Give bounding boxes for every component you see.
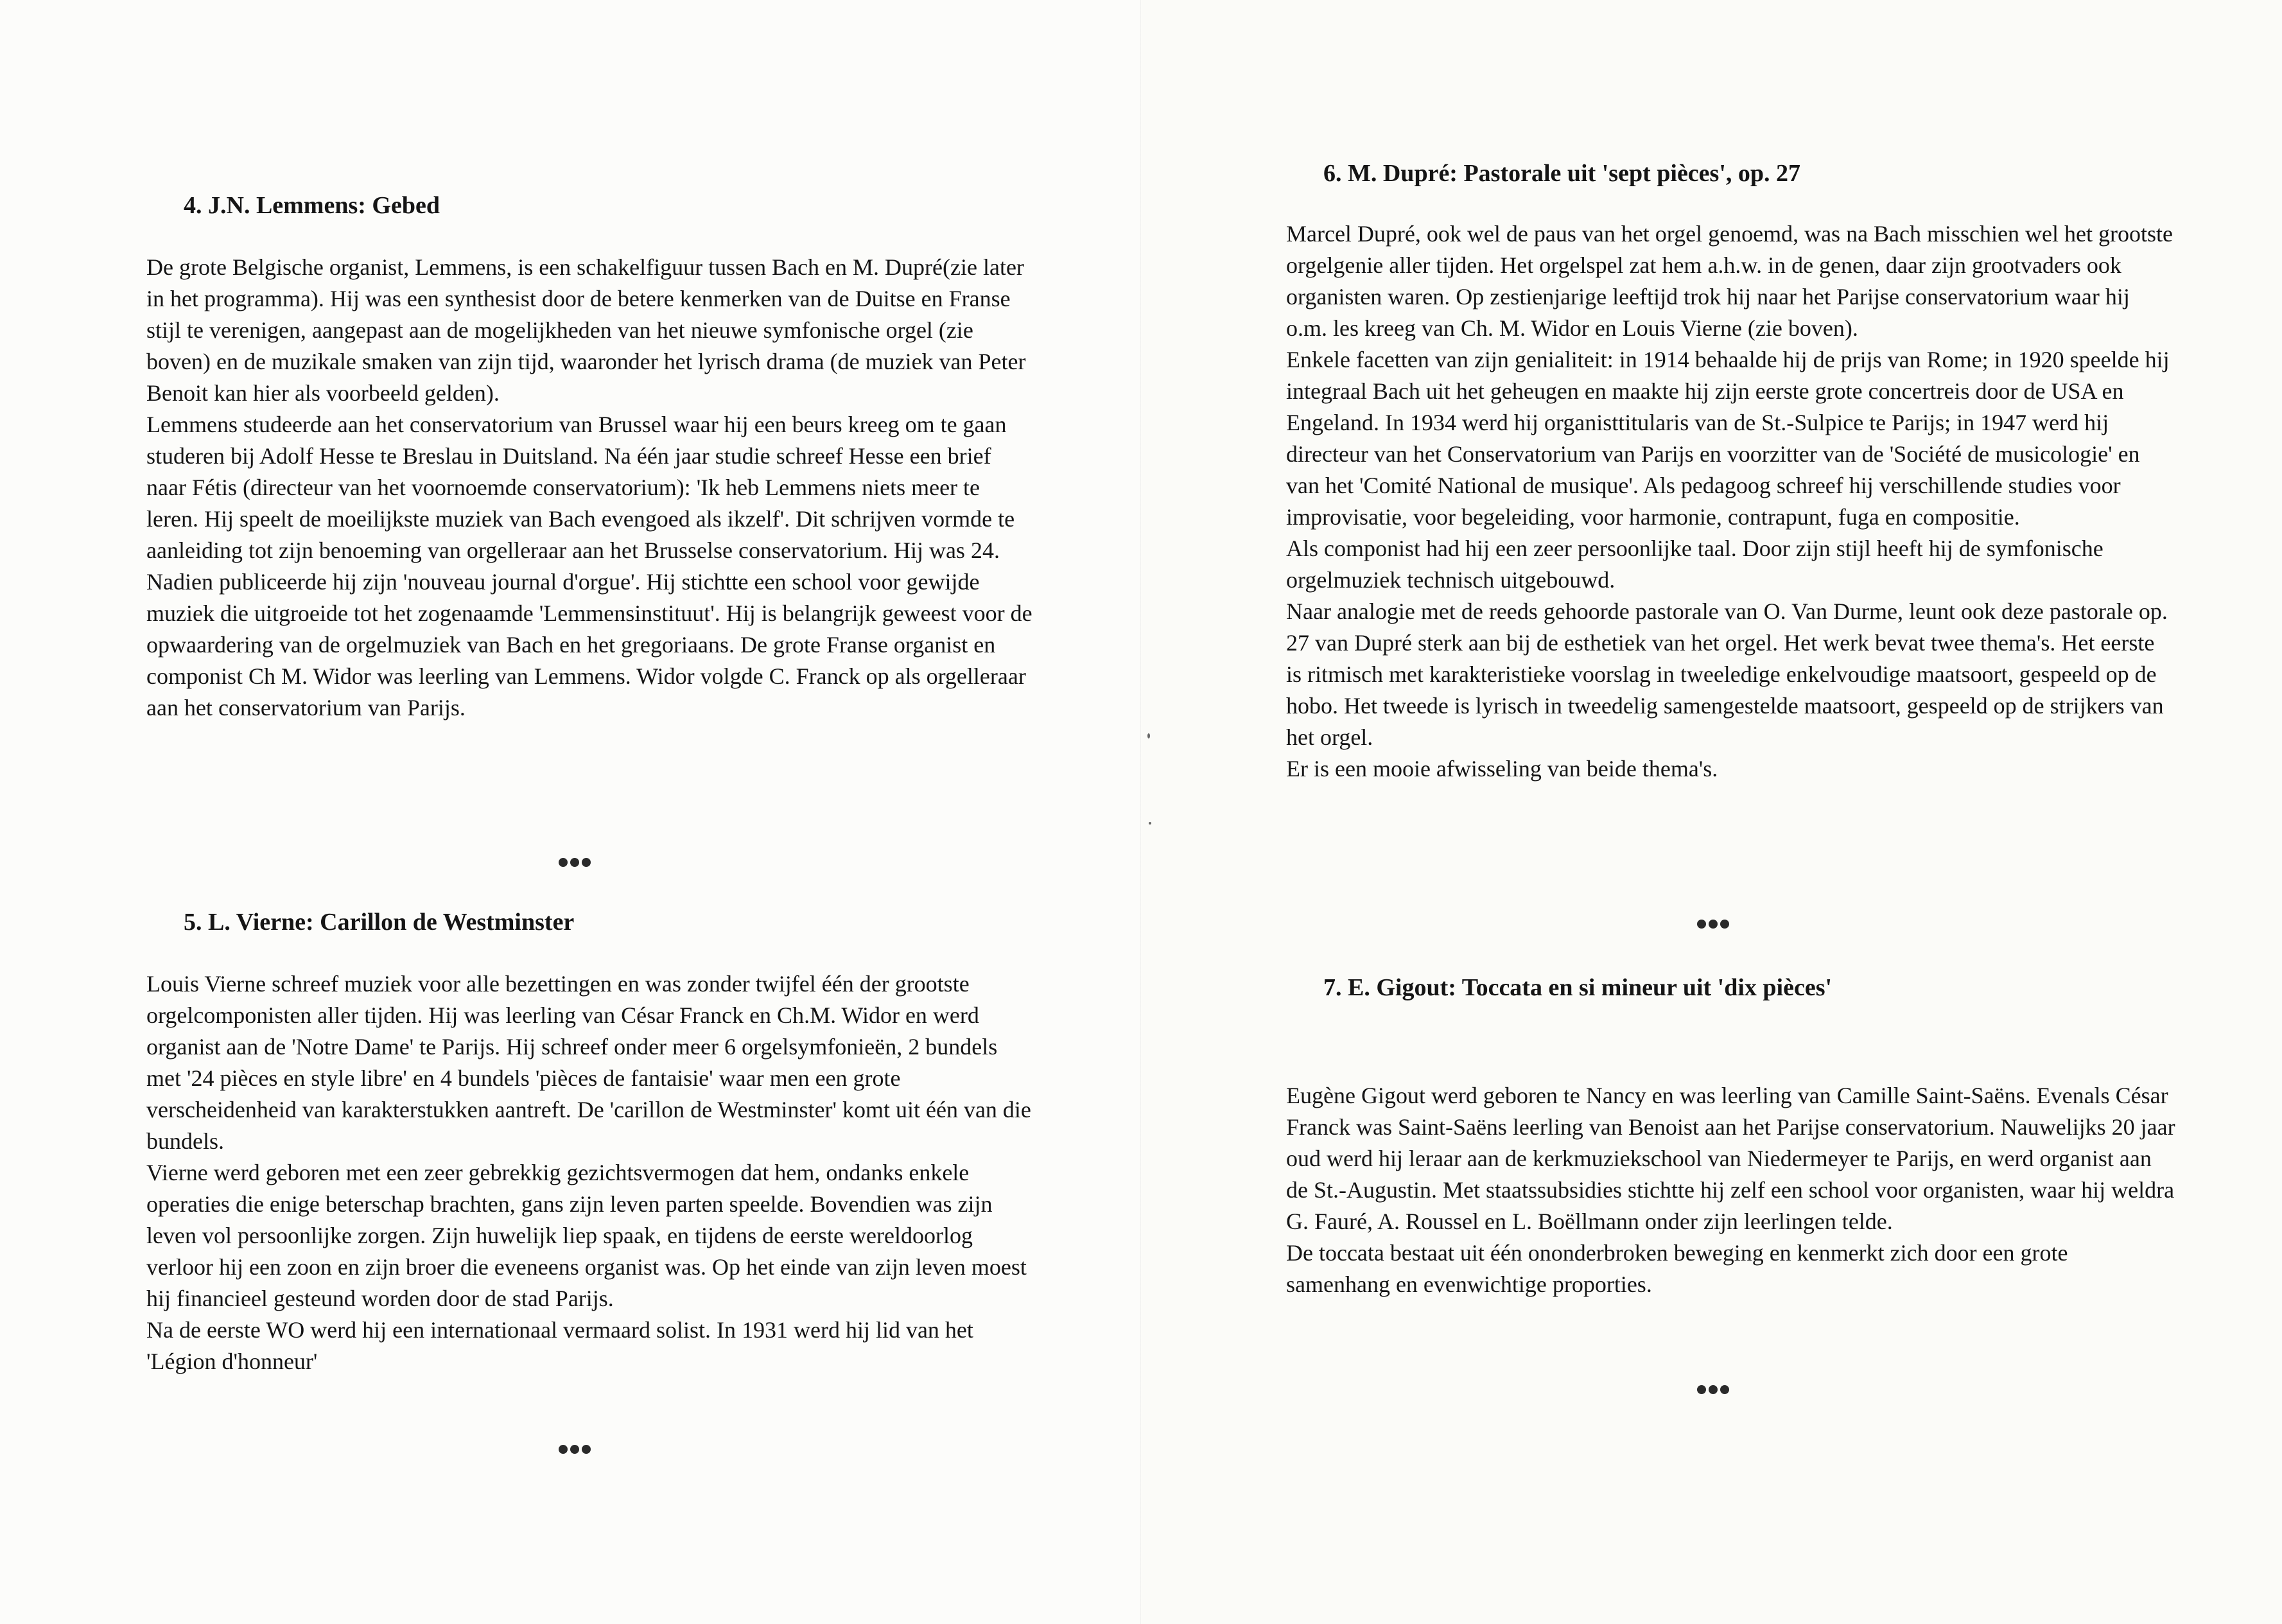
section-7: [1286, 972, 2175, 1300]
section-4: [146, 190, 1032, 724]
section-4-title: 4. J.N. Lemmens: Gebed: [184, 192, 440, 219]
section-6-paragraph-1: Marcel Dupré, ook wel de paus van het orgel genoemd, was na Bach misschien wel het grootste orgelgenie aller tijden. Het orgelspel zat hem a.h.w. in de genen, daar zijn grootvaders ook organisten waren. Op zestienjarige leeftijd trok hij naar het Parijse conservatorium waar hij o.m. les kreeg van Ch. M. Widor en Louis Vierne (zie boven).: [1286, 221, 2173, 341]
section-7-body: [1286, 1080, 2175, 1300]
section-4-paragraph-1: De grote Belgische organist, Lemmens, is een schakelfiguur tussen Bach en M. Dupré(zie later in het programma). Hij was een synthesist door de betere kenmerken van de Duitse en Franse stijl te verenigen, aangepast aan de mogelijkheden van het nieuwe symfonische orgel (zie boven) en de muzikale smaken van zijn tijd, waaronder het lyrisch drama (de muziek van Peter Benoit kan hier als voorbeeld gelden).: [146, 254, 1026, 406]
section-5-paragraph-3: Na de eerste WO werd hij een internationaal vermaard solist. In 1931 werd hij lid van het 'Légion d'honneur': [146, 1317, 973, 1374]
section-7-paragraph-2: De toccata bestaat uit één ononderbroken beweging en kenmerkt zich door een grote samenhang en evenwichtige proporties.: [1286, 1240, 2068, 1297]
dots-separator-icon: [559, 1445, 591, 1454]
section-5-body: [146, 968, 1032, 1377]
section-6-body: [1286, 218, 2175, 785]
dots-separator-icon: [559, 858, 591, 867]
section-6-paragraph-3: Als componist had hij een zeer persoonlijke taal. Door zijn stijl heeft hij de symfonische orgelmuziek technisch uitgebouwd.: [1286, 536, 2103, 593]
scan-speck: [1149, 822, 1151, 825]
section-6-paragraph-5: Er is een mooie afwisseling van beide thema's.: [1286, 756, 1718, 781]
section-5-paragraph-1: Louis Vierne schreef muziek voor alle bezettingen en was zonder twijfel één der grootste orgelcomponisten aller tijden. Hij was leerling van César Franck en Ch.M. Widor en werd organist aan de 'Notre Dame' te Parijs. Hij schreef onder meer 6 orgelsymfonieën, 2 bundels met '24 pièces en style libre' en 4 bundels 'pièces de fantaisie' waar men een grote verscheidenheid van karakterstukken aantreft. De 'carillon de Westminster' komt uit één van die bundels.: [146, 971, 1031, 1154]
right-page: [1141, 0, 2282, 1624]
dots-separator-icon: [1697, 1385, 1729, 1394]
section-6-paragraph-4: Naar analogie met de reeds gehoorde pastorale van O. Van Durme, leunt ook deze pastorale op. 27 van Dupré sterk aan bij de esthetiek van het orgel. Het werk bevat twee thema's. Het eerste is ritmisch met karakteristieke voorslag in tweeledige enkelvoudige maatsoort, gespeeld op de hobo. Het tweede is lyrisch in tweedelig samengestelde maatsoort, gespeeld op de strijkers van het orgel.: [1286, 598, 2168, 750]
scan-speck: [1147, 733, 1150, 738]
section-6-paragraph-2: Enkele facetten van zijn genialiteit: in 1914 behaalde hij de prijs van Rome; in 1920 speelde hij integraal Bach uit het geheugen en maakte hij zijn eerste grote concertreis door de USA en Engeland. In 1934 werd hij organisttitularis van de St.-Sulpice te Parijs; in 1947 werd hij directeur van het Conservatorium van Parijs en voorzitter van de 'Société de musicologie' en van het 'Comité National de musique'. Als pedagoog schreef hij verschillende studies voor improvisatie, voor begeleiding, voor harmonie, contrapunt, fuga en compositie.: [1286, 347, 2170, 530]
section-7-paragraph-1: Eugène Gigout werd geboren te Nancy en was leerling van Camille Saint-Saëns. Evenals César Franck was Saint-Saëns leerling van Benoist aan het Parijse conservatorium. Nauwelijks 20 jaar oud werd hij leraar aan de kerkmuziekschool van Niedermeyer te Parijs, en werd organist aan de St.-Augustin. Met staatssubsidies stichtte hij zelf een school voor organisten, waar hij weldra G. Fauré, A. Roussel en L. Boëllmann onder zijn leerlingen telde.: [1286, 1083, 2175, 1234]
section-5-title: 5. L. Vierne: Carillon de Westminster: [184, 909, 575, 936]
section-7-title: 7. E. Gigout: Toccata en si mineur uit 'dix pièces': [1323, 974, 1833, 1001]
section-6-title: 6. M. Dupré: Pastorale uit 'sept pièces', op. 27: [1323, 160, 1801, 187]
section-5: [146, 907, 1032, 1377]
section-5-paragraph-2: Vierne werd geboren met een zeer gebrekkig gezichtsvermogen dat hem, ondanks enkele operaties die enige beterschap brachten, gans zijn leven parten speelde. Bovendien was zijn leven vol persoonlijke zorgen. Zijn huwelijk liep spaak, en tijdens de eerste wereldoorlog verloor hij een zoon en zijn broer die eveneens organist was. Op het einde van zijn leven moest hij financieel gesteund worden door de stad Parijs.: [146, 1160, 1027, 1311]
section-4-paragraph-2: Lemmens studeerde aan het conservatorium van Brussel waar hij een beurs kreeg om te gaan studeren bij Adolf Hesse te Breslau in Duitsland. Na één jaar studie schreef Hesse een brief naar Fétis (directeur van het voornoemde conservatorium): 'Ik heb Lemmens niets meer te leren. Hij speelt de moeilijkste muziek van Bach evengoed als ikzelf'. Dit schrijven vormde te aanleiding tot zijn benoeming van orgelleraar aan het Brusselse conservatorium. Hij was 24. Nadien publiceerde hij zijn 'nouveau journal d'orgue'. Hij stichtte een school voor gewijde muziek die uitgroeide tot het zogenaamde 'Lemmensinstituut'. Hij is belangrijk geweest voor de opwaardering van de orgelmuziek van Bach en het gregoriaans. De grote Franse organist en componist Ch M. Widor was leerling van Lemmens. Widor volgde C. Franck op als orgelleraar aan het conservatorium van Parijs.: [146, 412, 1032, 720]
section-4-body: [146, 252, 1032, 724]
dots-separator-icon: [1697, 920, 1729, 929]
section-6: [1286, 158, 2175, 785]
